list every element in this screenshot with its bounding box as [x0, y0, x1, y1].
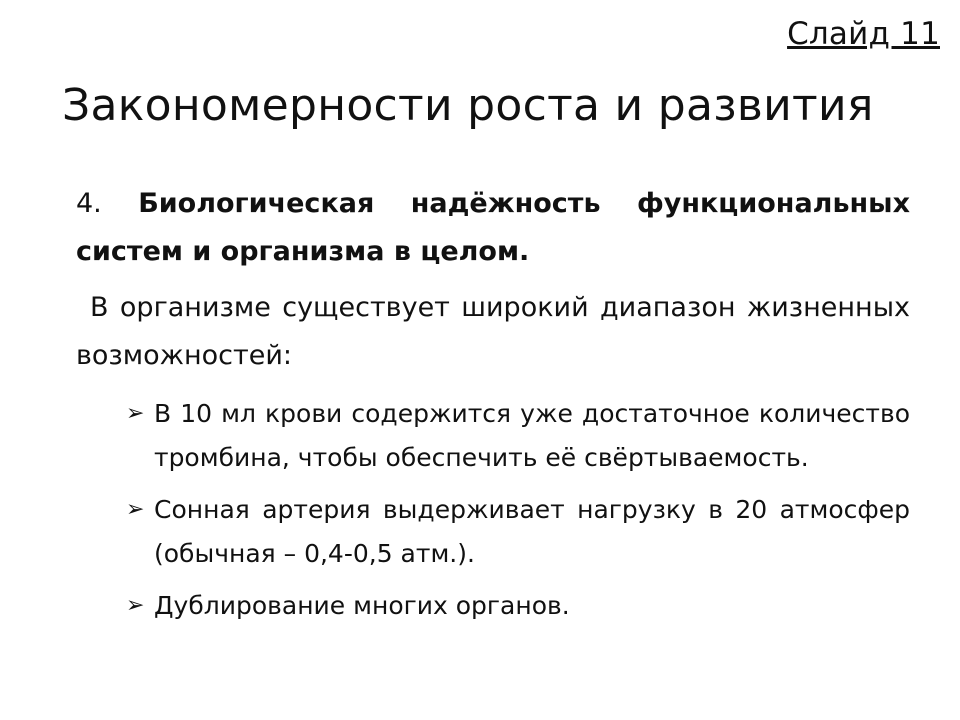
arrowhead-bullet-icon: ➢	[126, 593, 145, 618]
arrowhead-bullet-icon: ➢	[126, 401, 145, 426]
list-item-text: Сонная артерия выдерживает нагрузку в 20 атмосфер (обычная – 0,4-0,5 атм.).	[154, 495, 910, 568]
list-item-text: Дублирование многих органов.	[154, 591, 570, 620]
slide-number: Слайд 11	[787, 16, 940, 52]
section-heading-text: Биологическая надёжность функциональных систем и организма в целом.	[76, 188, 910, 267]
list-item	[126, 488, 910, 576]
list-item-text: В 10 мл крови содержится уже достаточное количество тромбина, чтобы обеспечить её свёртываемость.	[154, 399, 910, 472]
list-item	[126, 584, 910, 628]
lead-paragraph: В организме существует широкий диапазон жизненных возможностей:	[76, 292, 910, 371]
slide-content	[76, 180, 910, 636]
section-number: 4.	[76, 188, 102, 219]
list-item	[126, 392, 910, 480]
bullet-list	[76, 392, 910, 628]
slide-title: Закономерности роста и развития	[62, 80, 874, 131]
arrowhead-bullet-icon: ➢	[126, 497, 145, 522]
section-heading	[76, 180, 910, 276]
